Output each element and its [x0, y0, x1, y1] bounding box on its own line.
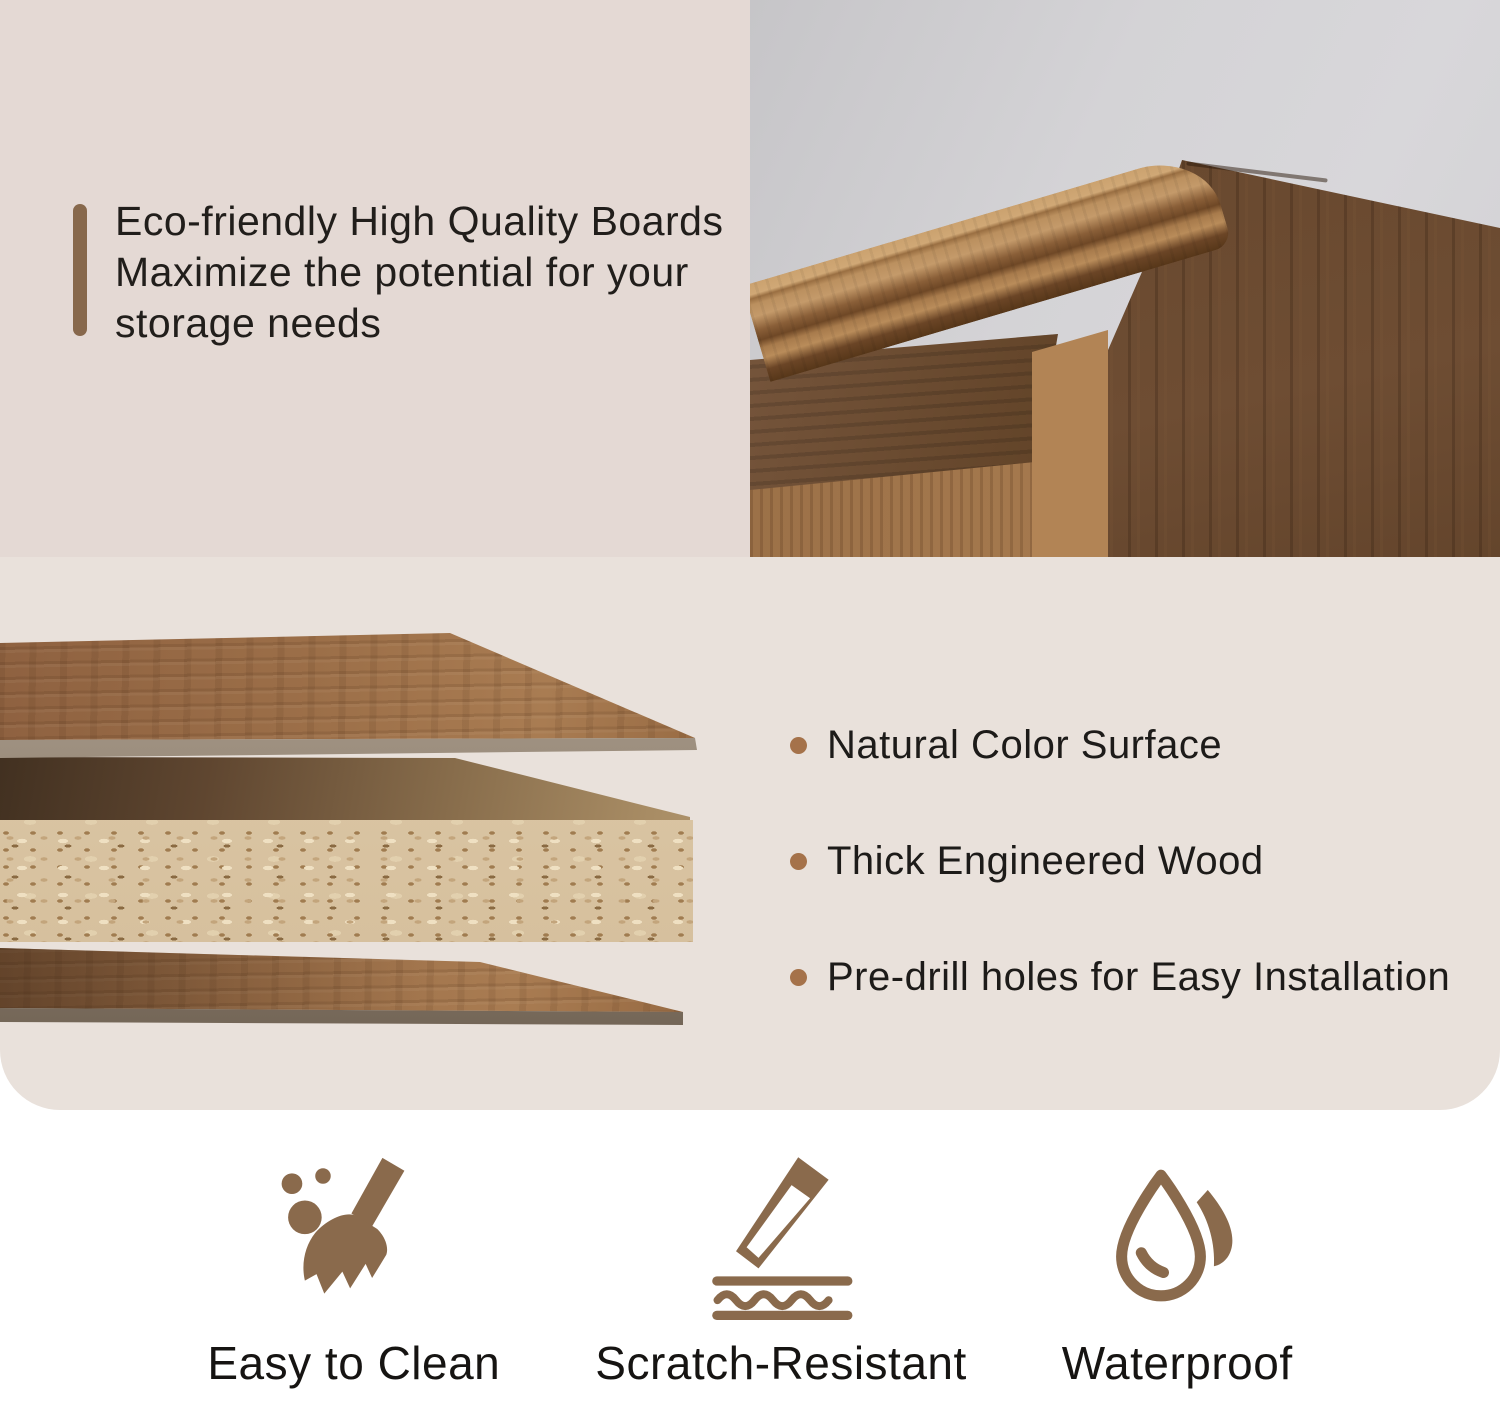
feature-text: Natural Color Surface [827, 722, 1223, 767]
headline-line-2: Maximize the potential for your [115, 249, 689, 295]
bullet-dot-icon [790, 737, 807, 754]
perk-easy-to-clean [207, 1150, 500, 1390]
headline-line-1: Eco-friendly High Quality Boards [115, 198, 724, 244]
perk-label: Easy to Clean [207, 1337, 501, 1389]
bullet-dot-icon [790, 853, 807, 870]
accent-bar [73, 204, 87, 336]
bottom-section [0, 1110, 1500, 1416]
feature-text: Pre-drill holes for Easy Installation [827, 954, 1451, 999]
feature-item [790, 833, 1450, 889]
feature-text: Thick Engineered Wood [827, 838, 1264, 883]
headline [115, 196, 755, 349]
perk-label: Waterproof [1061, 1337, 1293, 1389]
perk-label: Scratch-Resistant [595, 1337, 967, 1389]
feature-item [790, 949, 1450, 1005]
perk-waterproof [1062, 1150, 1293, 1390]
bullet-dot-icon [790, 969, 807, 986]
broom-icon [270, 1150, 438, 1326]
feature-item [790, 717, 1450, 773]
perk-row [0, 1150, 1500, 1390]
board-cross-section-graphic [0, 557, 720, 1110]
top-section [0, 0, 1500, 557]
feature-list [790, 717, 1450, 1065]
middle-card [0, 557, 1500, 1110]
perk-scratch-resistant [595, 1150, 967, 1390]
product-photo [750, 0, 1500, 557]
water-drop-icon [1097, 1150, 1257, 1326]
scratch-blade-icon [695, 1150, 867, 1326]
headline-line-3: storage needs [115, 300, 382, 346]
